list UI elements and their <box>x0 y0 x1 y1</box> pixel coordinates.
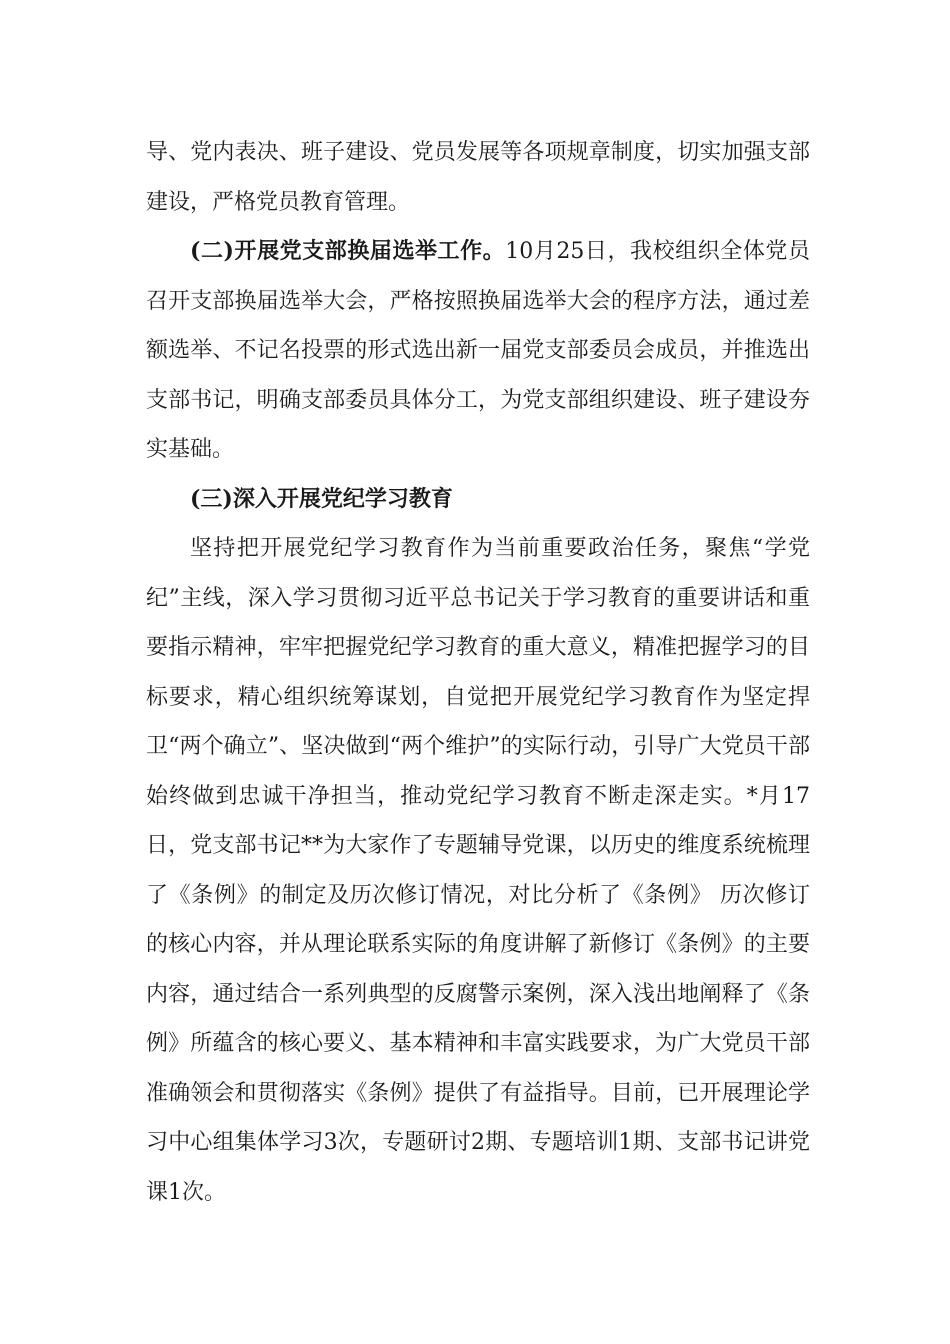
paragraph-election <box>146 227 810 475</box>
document-body <box>146 128 810 1217</box>
paragraph-election-body: 10月25日，我校组织全体党员召开支部换届选举大会，严格按照换届选举大会的程序方法，通过差额选举、不记名投票的形式选出新一届党支部委员会成员，并推选出支部书记，明确支部委员具体分工，为党支部组织建设、班子建设夯实基础。 <box>146 239 810 462</box>
paragraph-continuation: 导、党内表决、班子建设、党员发展等各项规章制度，切实加强支部建设，严格党员教育管理。 <box>146 140 810 215</box>
section-heading-election: (二)开展党支部换届选举工作。 <box>190 238 506 264</box>
paragraph-discipline-education: 坚持把开展党纪学习教育作为当前重要政治任务，聚焦“学党纪”主线，深入学习贯彻习近平总书记关于学习教育的重要讲话和重要指示精神，牢牢把握党纪学习教育的重大意义，精准把握学习的目标要求，精心组织统筹谋划，自觉把开展党纪学习教育作为坚定捍卫“两个确立”、坚决做到“两个维护”的实际行动，引导广大党员干部始终做到忠诚干净担当，推动党纪学习教育不断走深走实。*月17日，党支部书记**为大家作了专题辅导党课，以历史的维度系统梳理了《条例》的制定及历次修订情况，对比分析了《条例》 历次修订的核心内容，并从理论联系实际的角度讲解了新修订《条例》的主要内容，通过结合一系列典型的反腐警示案例，深入浅出地阐释了《条例》所蕴含的核心要义、基本精神和丰富实践要求，为广大党员干部准确领会和贯彻落实《条例》提供了有益指导。目前，已开展理论学习中心组集体学习3次，专题研讨2期、专题培训1期、支部书记讲党课1次。 <box>146 536 810 1205</box>
section-heading-discipline-education: (三)深入开展党纪学习教育 <box>190 485 453 512</box>
